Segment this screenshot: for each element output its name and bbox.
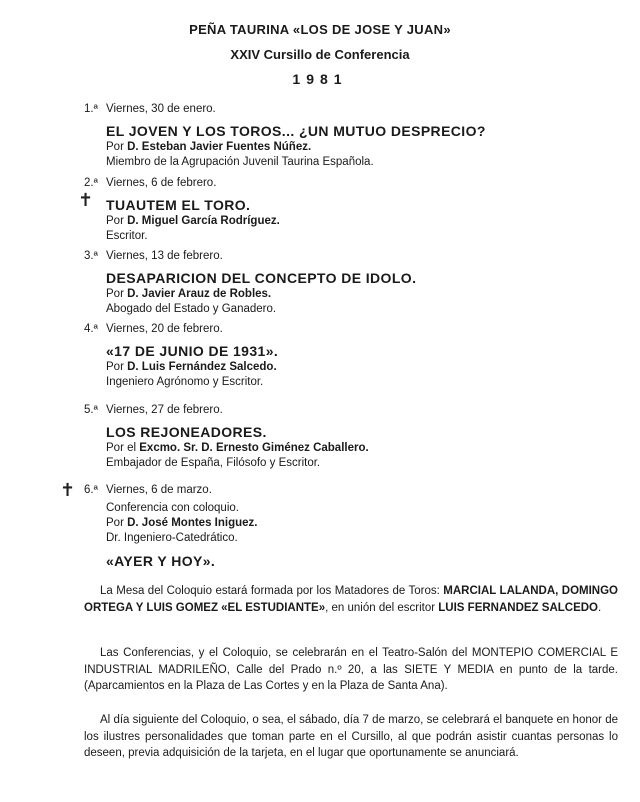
- mesa-escritor: LUIS FERNANDEZ SALCEDO: [438, 601, 599, 614]
- speaker-name: D. Javier Arauz de Robles.: [127, 288, 272, 300]
- por-label: Por: [106, 288, 124, 300]
- mesa-end: .: [598, 601, 602, 614]
- mesa-intro: La Mesa del Coloquio estará formada por los Matadores de Toros:: [100, 585, 440, 597]
- session-6: [84, 483, 604, 570]
- mesa-mid: , en unión del escritor: [325, 601, 436, 614]
- year-heading: 1981: [292, 71, 348, 87]
- session-title: DESAPARICION DEL CONCEPTO DE IDOLO.: [106, 270, 417, 286]
- handwritten-cross-mark-icon: ✝: [78, 190, 94, 210]
- banquet-text: Al día siguiente del Coloquio, o sea, el sábado, día 7 de marzo, se celebrará el banquete en honor de los ilustres personalidades que toman parte en el Cursillo, al que podrán asistir cuantas personas lo deseen, previa adquisición de la tarjeta, en el lugar que oportunamente se anunciará.: [84, 714, 618, 759]
- session-1: [84, 102, 604, 170]
- session-date: Viernes, 6 de febrero.: [106, 177, 217, 189]
- speaker-name: D. José Montes Iniguez.: [127, 517, 258, 529]
- session-number: 2.ª: [84, 177, 98, 189]
- club-name-heading: PEÑA TAURINA «LOS DE JOSE Y JUAN»: [189, 22, 451, 37]
- session-2: [84, 176, 604, 244]
- handwritten-cross-mark-icon: ✝: [60, 480, 76, 500]
- session-title: EL JOVEN Y LOS TOROS... ¿UN MUTUO DESPRECIO?: [106, 123, 486, 139]
- session-number: 3.ª: [84, 250, 98, 262]
- session-number: 4.ª: [84, 323, 98, 335]
- session-date: Viernes, 13 de febrero.: [106, 250, 223, 262]
- speaker-role: Dr. Ingeniero-Catedrático.: [106, 532, 238, 544]
- session-3: [84, 249, 604, 317]
- venue-paragraph: [84, 645, 618, 695]
- session-date: Viernes, 20 de febrero.: [106, 323, 223, 335]
- por-label: Por el: [106, 442, 137, 454]
- speaker-name: D. Luis Fernández Salcedo.: [127, 361, 277, 373]
- speaker-role: Escritor.: [106, 230, 148, 242]
- mesa-matadores: MARCIAL LALANDA, DOMINGO ORTEGA Y LUIS GOMEZ «EL ESTUDIANTE»: [84, 585, 618, 614]
- session-title: TUAUTEM EL TORO.: [106, 197, 251, 213]
- session-number: 5.ª: [84, 404, 98, 416]
- session-5: [84, 403, 604, 471]
- session-number: 6.ª: [84, 484, 98, 496]
- speaker-name: D. Miguel García Rodríguez.: [127, 215, 280, 227]
- speaker-name: D. Esteban Javier Fuentes Núñez.: [127, 141, 312, 153]
- session-date: Viernes, 6 de marzo.: [106, 484, 212, 496]
- session-title: «AYER Y HOY».: [106, 553, 216, 569]
- session-date: Viernes, 30 de enero.: [106, 103, 216, 115]
- session-title: «17 DE JUNIO DE 1931».: [106, 343, 279, 359]
- por-label: Por: [106, 141, 124, 153]
- por-label: Por: [106, 215, 124, 227]
- banquet-paragraph: [84, 712, 618, 762]
- speaker-name: Excmo. Sr. D. Ernesto Giménez Caballero.: [139, 442, 369, 454]
- speaker-role: Abogado del Estado y Ganadero.: [106, 303, 277, 315]
- por-label: Por: [106, 517, 124, 529]
- mesa-paragraph: [84, 583, 618, 616]
- session-number: 1.ª: [84, 103, 98, 115]
- venue-text: Las Conferencias, y el Coloquio, se celebrarán en el Teatro-Salón del MONTEPIO COMERCIAL E INDUSTRIAL MADRILEÑO, Calle del Prado n.º 20, a las SIETE Y MEDIA en punto de la tarde. (Aparcamientos en la Plaza de Las Cortes y en la Plaza de Santa Ana).: [84, 647, 618, 692]
- session-format: Conferencia con coloquio.: [106, 502, 239, 514]
- speaker-role: Miembro de la Agrupación Juvenil Taurina Española.: [106, 156, 374, 168]
- course-heading: XXIV Cursillo de Conferencia: [230, 47, 410, 62]
- speaker-role: Embajador de España, Filósofo y Escritor.: [106, 457, 321, 469]
- session-date: Viernes, 27 de febrero.: [106, 404, 223, 416]
- session-title: LOS REJONEADORES.: [106, 424, 267, 440]
- session-4: [84, 322, 604, 390]
- por-label: Por: [106, 361, 124, 373]
- speaker-role: Ingeniero Agrónomo y Escritor.: [106, 376, 264, 388]
